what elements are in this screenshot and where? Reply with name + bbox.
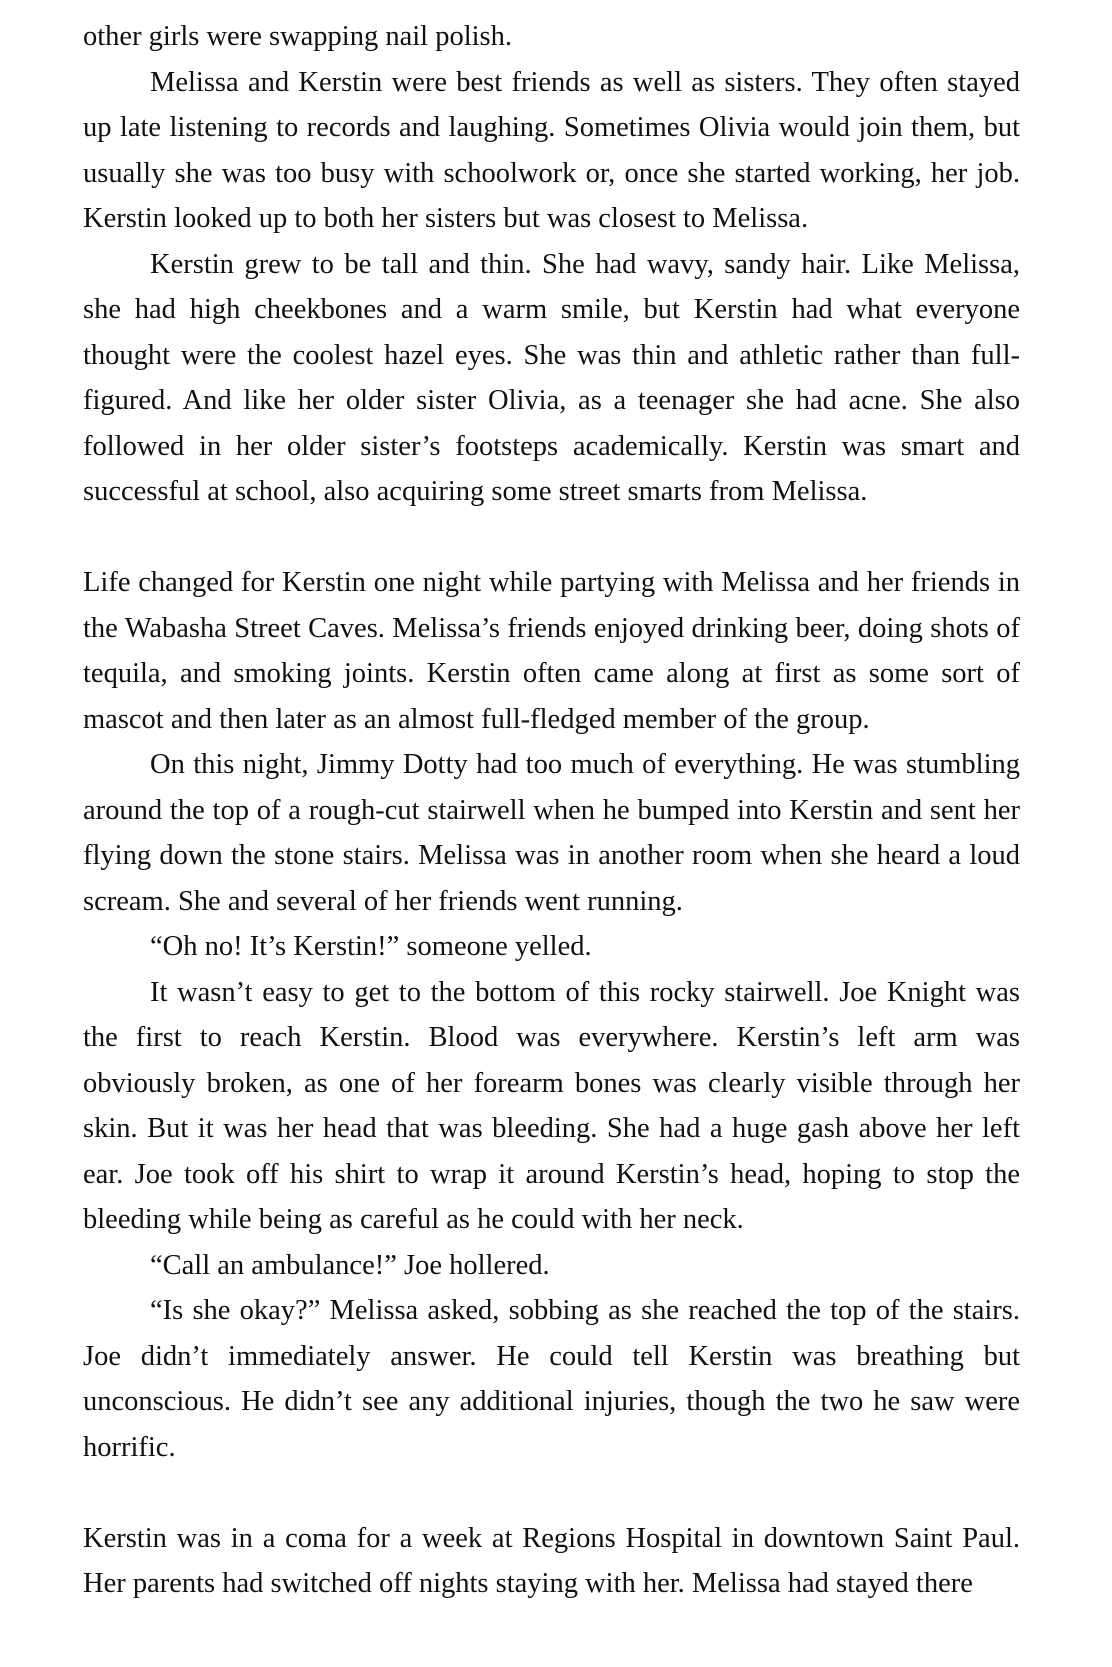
paragraph-jimmy-dotty: On this night, Jimmy Dotty had too much of everything. He was stumbling around the top of a rough-cut stairwell when he bumped into Kerstin and sent her flying down the stone stairs. Melissa was in another room when she heard a loud scream. She and several of her friends went running.: [83, 749, 1020, 917]
section-break: [83, 1470, 1020, 1516]
paragraph-dialogue-oh-no: “Oh no! It’s Kerstin!” someone yelled.: [150, 931, 592, 962]
paragraph-is-she-okay: “Is she okay?” Melissa asked, sobbing as she reached the top of the stairs. Joe didn’t immediately answer. He could tell Kerstin was breathing but unconscious. He didn’t see any additional injuries, though the two he saw were horrific.: [83, 1295, 1020, 1463]
paragraph-life-changed: Life changed for Kerstin one night while partying with Melissa and her friends in the Wabasha Street Caves. Melissa’s friends enjoyed drinking beer, doing shots of tequila, and smoking joints. Kerstin often came along at first as some sort of mascot and then later as an almost full-fledged member of the group.: [83, 567, 1020, 735]
paragraph-dialogue-ambulance: “Call an ambulance!” Joe hollered.: [150, 1249, 550, 1281]
book-page: [83, 14, 1020, 1607]
paragraph-coma: Kerstin was in a coma for a week at Regions Hospital in downtown Saint Paul. Her parents had switched off nights staying with her. Melissa had stayed there: [83, 1522, 1020, 1599]
paragraph-kerstin-description: Kerstin grew to be tall and thin. She had wavy, sandy hair. Like Melissa, she had high cheekbones and a warm smile, but Kerstin had what everyone thought were the coolest hazel eyes. She was thin and athletic rather than full-figured. And like her older sister Olivia, as a teenager she had acne. She also followed in her older sister’s footsteps academically. Kerstin was smart and successful at school, also acquiring some street smarts from Melissa.: [83, 248, 1020, 507]
paragraph-joe-knight: It wasn’t easy to get to the bottom of this rocky stairwell. Joe Knight was the first to reach Kerstin. Blood was everywhere. Kerstin’s left arm was obviously broken, as one of her forearm bones was clearly visible through her skin. But it was her head that was bleeding. She had a huge gash above her left ear. Joe took off his shirt to wrap it around Kerstin’s head, hoping to stop the bleeding while being as careful as he could with her neck.: [83, 976, 1020, 1235]
paragraph-continuation: other girls were swapping nail polish.: [83, 21, 513, 52]
paragraph-best-friends: Melissa and Kerstin were best friends as well as sisters. They often stayed up late listening to records and laughing. Sometimes Olivia would join them, but usually she was too busy with schoolwork or, once she started working, her job. Kerstin looked up to both her sisters but was closest to Melissa.: [83, 66, 1020, 234]
section-break: [83, 515, 1020, 561]
